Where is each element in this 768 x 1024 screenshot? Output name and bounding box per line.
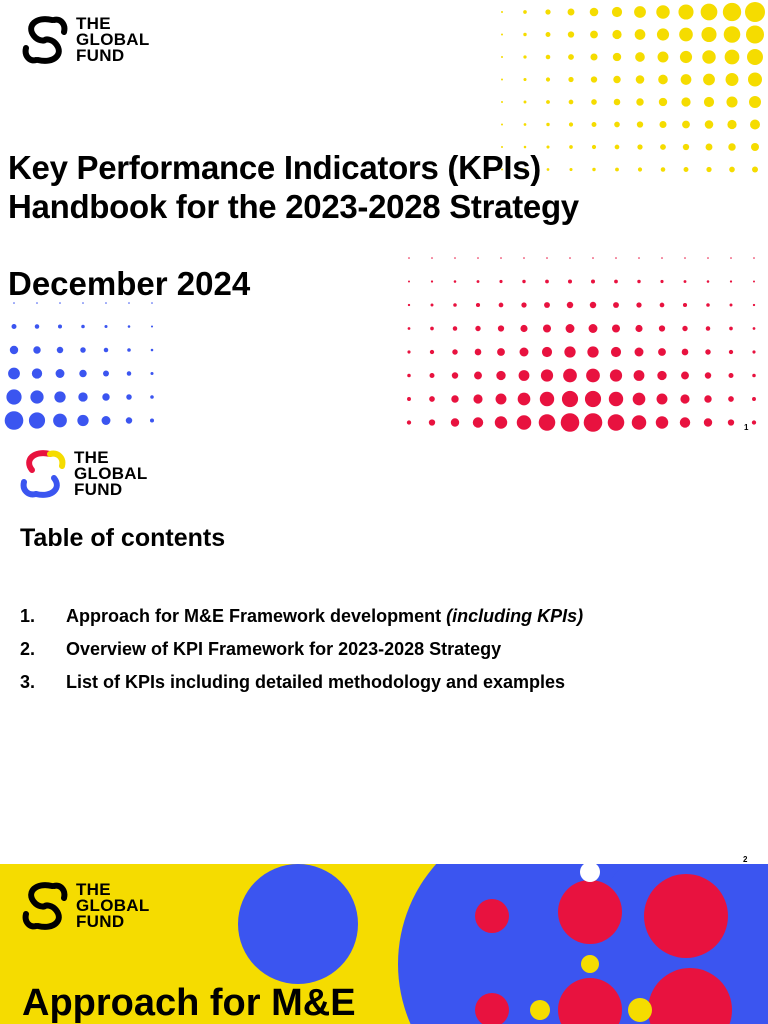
dot xyxy=(680,394,689,403)
dot xyxy=(590,31,598,39)
dot xyxy=(590,8,599,17)
dot xyxy=(408,304,410,306)
dot xyxy=(659,121,666,128)
dot xyxy=(430,327,434,331)
dot xyxy=(637,121,643,127)
page-number: 1 xyxy=(744,423,749,432)
dot xyxy=(659,98,667,106)
dot xyxy=(539,414,556,431)
dot xyxy=(658,52,669,63)
dot xyxy=(430,350,434,354)
dot xyxy=(707,280,710,283)
dot xyxy=(78,392,87,401)
dot xyxy=(453,326,458,331)
red-circle xyxy=(558,880,622,944)
dot xyxy=(501,79,503,81)
dot xyxy=(613,53,621,61)
dot xyxy=(103,371,109,377)
dot xyxy=(501,56,503,58)
logo-text-fund: FUND xyxy=(74,480,123,499)
dot xyxy=(453,303,457,307)
dot xyxy=(496,394,507,405)
dot xyxy=(684,257,686,259)
dot xyxy=(657,371,666,380)
toc-item[interactable] xyxy=(20,633,583,666)
dot xyxy=(53,414,67,428)
dot xyxy=(590,53,597,60)
dot xyxy=(408,327,411,330)
dot xyxy=(452,349,457,354)
dot xyxy=(568,54,574,60)
dot xyxy=(431,280,433,282)
dot xyxy=(33,346,40,353)
dot xyxy=(635,348,644,357)
logo-text-the: THE xyxy=(76,14,111,33)
dot xyxy=(632,415,647,430)
logo-text-fund: FUND xyxy=(76,912,125,931)
dot xyxy=(407,420,411,424)
logo-text-global: GLOBAL xyxy=(74,464,148,483)
dot xyxy=(523,257,525,259)
red-dot-pattern xyxy=(395,250,768,432)
dot xyxy=(703,74,715,86)
dot xyxy=(454,257,456,259)
logo-text-global: GLOBAL xyxy=(76,30,150,49)
dot xyxy=(615,257,617,259)
dot xyxy=(430,373,435,378)
dot xyxy=(501,101,503,103)
dot xyxy=(729,373,734,378)
dot xyxy=(591,279,595,283)
dot xyxy=(706,144,713,151)
dot xyxy=(730,280,732,282)
dot xyxy=(54,391,65,402)
toc-heading: Table of contents xyxy=(20,524,226,552)
dot xyxy=(706,167,711,172)
dot xyxy=(682,326,687,331)
dot xyxy=(496,371,505,380)
dot xyxy=(725,50,740,65)
yellow-circle xyxy=(581,955,599,973)
dot xyxy=(681,74,692,85)
dot xyxy=(518,393,531,406)
dot xyxy=(683,144,689,150)
dot xyxy=(591,99,597,105)
yellow-circle xyxy=(530,1000,550,1020)
dot xyxy=(584,413,603,432)
dot xyxy=(568,9,575,16)
dot xyxy=(745,2,765,22)
dot xyxy=(727,120,736,129)
dot xyxy=(705,120,714,129)
dot xyxy=(8,368,20,380)
dot xyxy=(545,9,550,14)
dot xyxy=(499,303,504,308)
global-fund-logo xyxy=(22,14,150,66)
document-title xyxy=(8,148,579,226)
dot xyxy=(150,395,154,399)
dot xyxy=(104,325,107,328)
dot xyxy=(102,416,111,425)
dot xyxy=(562,391,578,407)
dot xyxy=(751,143,759,151)
dot xyxy=(682,121,690,129)
dot xyxy=(707,257,709,259)
dot xyxy=(77,415,88,426)
dot xyxy=(523,10,527,14)
dot xyxy=(545,280,549,284)
dot xyxy=(29,412,45,428)
dot xyxy=(431,257,433,259)
dot xyxy=(680,417,690,427)
dot xyxy=(682,349,689,356)
logo-text-the: THE xyxy=(76,880,111,899)
dot xyxy=(151,349,154,352)
dot xyxy=(608,414,625,431)
dot xyxy=(592,145,596,149)
dot xyxy=(407,397,411,401)
dot xyxy=(451,418,459,426)
dot xyxy=(609,392,623,406)
dot xyxy=(566,324,575,333)
dot xyxy=(747,49,763,65)
dot xyxy=(543,324,551,332)
dot xyxy=(501,124,503,126)
dot xyxy=(684,167,689,172)
dot xyxy=(523,78,526,81)
dot xyxy=(637,280,640,283)
dot xyxy=(702,50,715,63)
global-fund-logo-color xyxy=(20,448,148,500)
title-line-2: Handbook for the 2023-2028 Strategy xyxy=(8,188,579,225)
dot xyxy=(614,280,618,284)
toc-list xyxy=(20,600,583,699)
dot xyxy=(635,325,642,332)
dot xyxy=(521,302,526,307)
dot xyxy=(32,368,42,378)
dot xyxy=(634,6,646,18)
dot xyxy=(6,389,21,404)
yellow-circle xyxy=(628,998,652,1022)
dot xyxy=(407,350,410,353)
dot xyxy=(634,370,645,381)
toc-item[interactable] xyxy=(20,600,583,633)
dot xyxy=(591,76,597,82)
dot xyxy=(568,31,574,37)
toc-item-number: 1. xyxy=(20,606,36,626)
dot xyxy=(79,370,86,377)
dot xyxy=(80,347,85,352)
dot xyxy=(705,372,711,378)
dot xyxy=(546,257,548,259)
dot xyxy=(127,348,131,352)
dot xyxy=(636,98,643,105)
dot xyxy=(684,280,687,283)
dot xyxy=(495,416,507,428)
toc-item-text: Overview of KPI Framework for 2023-2028 Strategy xyxy=(66,639,502,659)
dot xyxy=(704,395,711,402)
dot xyxy=(752,350,755,353)
toc-item-note: (including KPIs) xyxy=(446,606,584,626)
dot xyxy=(592,122,597,127)
dot xyxy=(749,96,761,108)
dot xyxy=(637,144,642,149)
dot xyxy=(613,76,620,83)
dot xyxy=(57,347,63,353)
dot xyxy=(498,325,504,331)
dot xyxy=(500,257,502,259)
dot xyxy=(585,391,601,407)
dot xyxy=(729,167,735,173)
dot xyxy=(610,369,622,381)
dot xyxy=(150,418,154,422)
dot xyxy=(454,280,457,283)
dot xyxy=(586,369,600,383)
dot xyxy=(679,28,693,42)
dot xyxy=(635,52,645,62)
dot xyxy=(638,257,640,259)
dot xyxy=(681,97,690,106)
dot xyxy=(520,325,527,332)
dot xyxy=(753,327,756,330)
dot xyxy=(476,303,480,307)
dot xyxy=(724,26,741,43)
dot xyxy=(723,3,741,21)
dot xyxy=(520,348,529,357)
dot xyxy=(408,257,410,259)
dot xyxy=(635,29,646,40)
dot xyxy=(728,419,734,425)
dot xyxy=(656,416,668,428)
dot xyxy=(519,370,530,381)
dot xyxy=(12,324,17,329)
dot xyxy=(683,303,687,307)
dot xyxy=(701,27,716,42)
dot xyxy=(678,4,693,19)
dot xyxy=(729,327,733,331)
dot xyxy=(126,394,131,399)
dot xyxy=(657,394,668,405)
dot xyxy=(657,28,669,40)
dot xyxy=(728,396,734,402)
dot xyxy=(477,257,479,259)
red-circle xyxy=(644,874,728,958)
dot xyxy=(587,346,598,357)
dot xyxy=(128,325,131,328)
dot xyxy=(680,51,692,63)
toc-item[interactable] xyxy=(20,666,583,699)
dot xyxy=(706,303,710,307)
dot xyxy=(561,413,580,432)
dot xyxy=(30,390,43,403)
dot xyxy=(615,168,619,172)
dot xyxy=(746,26,764,44)
dot xyxy=(592,257,594,259)
toc-item-number: 3. xyxy=(20,672,36,692)
logo-text-the: THE xyxy=(74,448,109,467)
dot xyxy=(429,396,435,402)
global-fund-logo xyxy=(22,880,150,932)
dot xyxy=(567,302,573,308)
dot xyxy=(563,369,577,383)
dot xyxy=(729,350,733,354)
logo-text-global: GLOBAL xyxy=(76,896,150,915)
dot xyxy=(126,417,132,423)
toc-item-text: Approach for M&E Framework development xyxy=(66,606,442,626)
red-circle xyxy=(475,899,509,933)
document-date: December 2024 xyxy=(8,265,251,302)
dot xyxy=(523,55,526,58)
dot xyxy=(705,349,710,354)
dot xyxy=(569,257,571,259)
dot xyxy=(429,419,435,425)
dot xyxy=(750,120,760,130)
dot xyxy=(752,397,756,401)
dot xyxy=(730,304,733,307)
dot xyxy=(104,348,109,353)
dot xyxy=(701,4,718,21)
dot xyxy=(636,302,641,307)
dot xyxy=(753,304,755,306)
dot xyxy=(748,73,762,87)
dot xyxy=(611,347,621,357)
dot xyxy=(407,374,411,378)
dot xyxy=(473,417,483,427)
dot xyxy=(501,34,503,36)
dot xyxy=(638,167,642,171)
dot xyxy=(546,100,550,104)
blue-circle xyxy=(238,864,358,984)
slide-2-contents xyxy=(0,432,768,864)
dot xyxy=(127,371,132,376)
dot xyxy=(546,123,549,126)
dot xyxy=(752,420,756,424)
dot xyxy=(542,347,552,357)
dot xyxy=(589,324,598,333)
dot xyxy=(753,257,755,259)
dot xyxy=(102,393,109,400)
blue-dot-pattern xyxy=(0,295,170,432)
title-line-1: Key Performance Indicators (KPIs) xyxy=(8,149,541,186)
dot xyxy=(660,144,666,150)
dot xyxy=(614,99,621,106)
dot xyxy=(5,411,24,430)
dot xyxy=(10,346,18,354)
dot xyxy=(522,280,525,283)
logo-text-fund: FUND xyxy=(76,46,125,65)
dot xyxy=(499,280,502,283)
toc-item-text: List of KPIs including detailed methodology and examples xyxy=(66,672,566,692)
dot xyxy=(524,123,527,126)
dot xyxy=(613,302,619,308)
dot xyxy=(612,30,621,39)
dot xyxy=(35,324,40,329)
dot xyxy=(704,418,712,426)
dot xyxy=(475,349,482,356)
dot xyxy=(473,394,482,403)
dot xyxy=(544,302,550,308)
dot xyxy=(752,167,758,173)
dot xyxy=(661,167,666,172)
dot xyxy=(704,97,714,107)
dot xyxy=(661,257,663,259)
dot xyxy=(726,73,739,86)
dot xyxy=(612,7,622,17)
dot xyxy=(451,395,458,402)
dot xyxy=(568,279,572,283)
dot xyxy=(660,303,665,308)
dot xyxy=(474,372,482,380)
toc-item-number: 2. xyxy=(20,639,36,659)
slide-1-cover xyxy=(0,0,768,432)
dot xyxy=(517,415,532,430)
dot xyxy=(408,281,410,283)
global-fund-swirl-icon xyxy=(22,880,68,932)
dot xyxy=(728,143,735,150)
global-fund-swirl-icon xyxy=(22,14,68,66)
dot xyxy=(568,77,573,82)
page-number: 2 xyxy=(743,855,748,864)
dot xyxy=(590,302,596,308)
dot xyxy=(752,374,756,378)
global-fund-swirl-color-icon xyxy=(20,448,66,500)
slide-3-section-cover xyxy=(0,864,768,1024)
dot xyxy=(58,324,62,328)
dot xyxy=(523,33,526,36)
dot xyxy=(659,325,665,331)
dot xyxy=(452,372,458,378)
dot xyxy=(150,372,153,375)
dot xyxy=(569,100,574,105)
dot xyxy=(656,5,669,18)
dot xyxy=(477,280,480,283)
dot xyxy=(615,145,620,150)
dot xyxy=(681,372,689,380)
dot xyxy=(658,348,666,356)
dot xyxy=(636,75,645,84)
dot xyxy=(726,96,737,107)
dot xyxy=(612,324,620,332)
dot xyxy=(431,304,434,307)
dot xyxy=(524,101,527,104)
dot xyxy=(660,280,663,283)
dot xyxy=(81,325,85,329)
dot xyxy=(569,122,573,126)
dot xyxy=(730,257,732,259)
section-title: Approach for M&E xyxy=(22,982,356,1024)
dot xyxy=(706,326,711,331)
dot xyxy=(546,55,551,60)
dot xyxy=(541,369,553,381)
dot xyxy=(501,11,503,13)
dot xyxy=(592,168,595,171)
dot xyxy=(497,348,505,356)
dot xyxy=(475,326,480,331)
dot xyxy=(564,346,575,357)
dot xyxy=(540,392,554,406)
dot xyxy=(56,369,65,378)
dot xyxy=(753,281,755,283)
dot xyxy=(546,77,550,81)
dot xyxy=(151,325,153,327)
dot xyxy=(658,75,668,85)
dot xyxy=(633,393,646,406)
dot xyxy=(614,122,620,128)
dot xyxy=(546,32,551,37)
